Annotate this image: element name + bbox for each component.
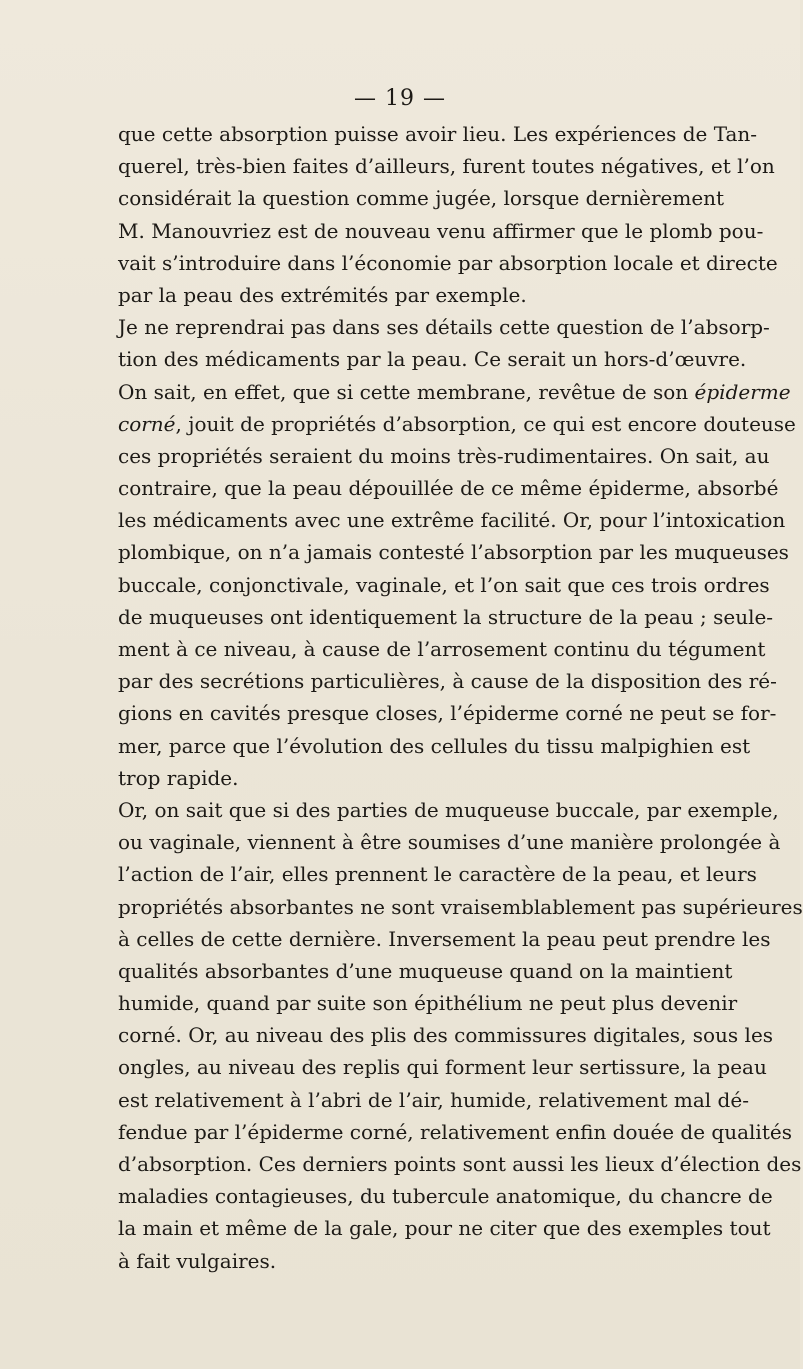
text-line: ongles, au niveau des replis qui forment leur sertissure, la peau: [118, 1055, 767, 1080]
text-line: M. Manouvriez est de nouveau venu affirmer que le plomb pou-: [118, 218, 764, 243]
text-line: trop rapide.: [118, 765, 239, 790]
text-line: buccale, conjonctivale, vaginale, et l’on sait que ces trois ordres: [118, 572, 770, 597]
text-line: maladies contagieuses, du tubercule anatomique, du chancre de: [118, 1184, 773, 1209]
text-line: gions en cavités presque closes, l’épiderme corné ne peut se for-: [118, 701, 777, 726]
italic-term: corné: [118, 411, 176, 436]
text-line: la main et même de la gale, pour ne citer que des exemples tout: [118, 1216, 771, 1241]
text-line: Je ne reprendrai pas dans ses détails cette question de l’absorp-: [118, 315, 770, 340]
text-line: les médicaments avec une extrême facilité. Or, pour l’intoxication: [118, 508, 786, 533]
text-line: tion des médicaments par la peau. Ce serait un hors-d’œuvre.: [118, 347, 747, 372]
text-line: à fait vulgaires.: [118, 1248, 277, 1273]
text-line: [118, 376, 791, 408]
text-line: ces propriétés seraient du moins très-rudimentaires. On sait, au: [118, 443, 770, 468]
text-line: d’absorption. Ces derniers points sont aussi les lieux d’élection des: [118, 1152, 802, 1176]
text-line: ou vaginale, viennent à être soumises d’une manière prolongée à: [118, 830, 781, 855]
text-line: propriétés absorbantes ne sont vraisemblablement pas supérieures: [118, 894, 803, 919]
text-line: est relativement à l’abri de l’air, humide, relativement mal dé-: [118, 1087, 749, 1112]
text-line: à celles de cette dernière. Inversement la peau peut prendre les: [118, 926, 771, 951]
text-line: querel, très-bien faites d’ailleurs, furent toutes négatives, et l’on: [118, 154, 775, 179]
text-line: corné. Or, au niveau des plis des commissures digitales, sous les: [118, 1023, 774, 1048]
text-line: par la peau des extrémités par exemple.: [118, 282, 527, 307]
text-line: vait s’introduire dans l’économie par absorption locale et directe: [118, 250, 778, 275]
text-line: Or, on sait que si des parties de muqueuse buccale, par exemple,: [118, 797, 779, 822]
text-line: humide, quand par suite son épithélium ne peut plus devenir: [118, 991, 738, 1016]
text-line: considérait la question comme jugée, lorsque dernièrement: [118, 186, 725, 211]
text-line: contraire, que la peau dépouillée de ce même épiderme, absorbé: [118, 476, 779, 501]
text-line: que cette absorption puisse avoir lieu. Les expériences de Tan-: [118, 122, 758, 146]
text-run: , jouit de propriétés d’absorption, ce qui est encore douteuse: [175, 411, 796, 436]
page-number: — 19 —: [354, 86, 446, 111]
text-line: ment à ce niveau, à cause de l’arrosement continu du tégument: [118, 637, 766, 661]
text-line: plombique, on n’a jamais contesté l’absorption par les muqueuses: [118, 540, 789, 565]
text-line: de muqueuses ont identiquement la structure de la peau ; seule-: [118, 604, 774, 629]
text-line: fendue par l’épiderme corné, relativement enfin douée de qualités: [118, 1119, 792, 1144]
text-run: On sait, en effet, que si cette membrane, revêtue de son: [118, 379, 695, 404]
text-line: qualités absorbantes d’une muqueuse quand on la maintient: [118, 958, 733, 983]
body-text: [118, 118, 803, 1277]
text-line: par des secrétions particulières, à cause de la disposition des ré-: [118, 669, 777, 694]
text-line: [118, 408, 796, 440]
text-line: mer, parce que l’évolution des cellules du tissu malpighien est: [118, 733, 751, 758]
italic-term: épiderme: [694, 379, 791, 404]
text-line: l’action de l’air, elles prennent le caractère de la peau, et leurs: [118, 862, 757, 887]
